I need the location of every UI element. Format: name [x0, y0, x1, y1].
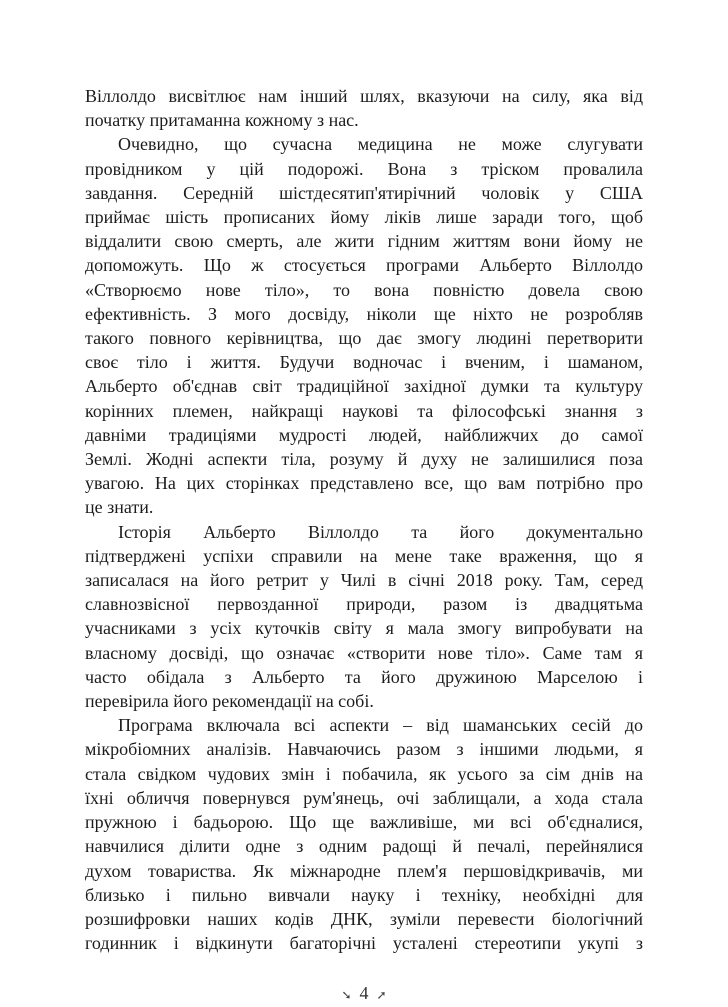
page-number: 4	[359, 983, 369, 1004]
paragraph	[85, 132, 643, 519]
ornament-left-icon: ➘	[341, 988, 352, 1003]
text-line: навчилися ділити одне з одним радощі й печалі, перейнялися	[85, 836, 643, 857]
text-line: Історія Альберто Віллолдо та його документально	[118, 521, 643, 542]
text-line: підтверджені успіхи справили на мене таке враження, що я	[85, 545, 643, 566]
text-line: близько і пильно вивчали науку і техніку, необхідні для	[85, 884, 643, 905]
text-line: Альберто об'єднав світ традиційної західної думки та культуру	[85, 376, 643, 397]
text-line: допоможуть. Що ж стосується програми Альберто Віллолдо	[85, 255, 643, 276]
text-line: давніми традиціями мудрості людей, найближчих до самої	[85, 424, 643, 445]
ornament-right-icon: ➚	[376, 988, 387, 1003]
text-line: завдання. Середній шістдесятип'ятирічний чоловік у США	[85, 182, 643, 203]
text-line: часто обідала з Альберто та його дружиною Марселою і	[85, 666, 643, 687]
text-line: віддалити свою смерть, але жити гідним життям вони йому не	[85, 231, 643, 252]
text-line: приймає шість прописаних йому ліків лише заради того, щоб	[85, 207, 643, 228]
text-line: пружною і бадьорою. Що ще важливіше, ми всі об'єдналися,	[85, 812, 643, 833]
text-line: ефективність. З мого досвіду, ніколи ще ніхто не розробляв	[85, 303, 643, 324]
text-line: Землі. Жодні аспекти тіла, розуму й духу не залишилися поза	[85, 449, 643, 470]
text-line: початку притаманна кожному з нас.	[85, 110, 359, 131]
text-line: записалася на його ретрит у Чилі в січні 2018 року. Там, серед	[85, 570, 643, 591]
text-line: мікробіомних аналізів. Навчаючись разом з іншими людьми, я	[85, 739, 643, 760]
text-line: розшифровки наших кодів ДНК, зуміли перевести біологічний	[85, 908, 643, 929]
paragraph	[85, 713, 643, 955]
paragraph	[85, 84, 643, 132]
text-line: Очевидно, що сучасна медицина не може слугувати	[118, 134, 643, 155]
text-line: учасниками з усіх куточків світу я мала змогу випробувати на	[85, 618, 643, 639]
text-line: це знати.	[85, 497, 154, 518]
text-line: перевірила його рекомендації на собі.	[85, 691, 374, 712]
page-body	[85, 0, 643, 955]
paragraph	[85, 520, 643, 714]
text-line: духом товариства. Як міжнародне плем'я першовідкривачів, ми	[85, 860, 643, 881]
text-line: такого повного керівництва, що дає змогу людині перетворити	[85, 328, 643, 349]
text-line: Віллолдо висвітлює нам інший шлях, вказуючи на силу, яка від	[85, 86, 643, 106]
text-line: «Створюємо нове тіло», то вона повністю довела свою	[85, 279, 643, 300]
text-line: їхні обличчя повернувся рум'янець, очі заблищали, а хода стала	[85, 787, 643, 808]
text-line: провідником у цій подорожі. Вона з тріском провалила	[85, 158, 643, 179]
text-line: годинник і відкинути багаторічні усталені стереотипи укупі з	[85, 933, 643, 954]
text-line: славнозвісної первозданної природи, разом із двадцятьма	[85, 594, 643, 615]
text-line: Програма включала всі аспекти – від шаманських сесій до	[118, 715, 643, 736]
text-line: власному досвіді, що означає «створити нове тіло». Саме там я	[85, 642, 643, 663]
page-footer	[0, 981, 728, 1007]
text-line: стала свідком чудових змін і побачила, як усього за сім днів на	[85, 763, 643, 784]
text-line: увагою. На цих сторінках представлено все, що вам потрібно про	[85, 473, 643, 494]
text-line: своє тіло і життя. Будучи водночас і вченим, і шаманом,	[85, 352, 643, 373]
text-line: корінних племен, найкращі наукові та філософські знання з	[85, 400, 643, 421]
